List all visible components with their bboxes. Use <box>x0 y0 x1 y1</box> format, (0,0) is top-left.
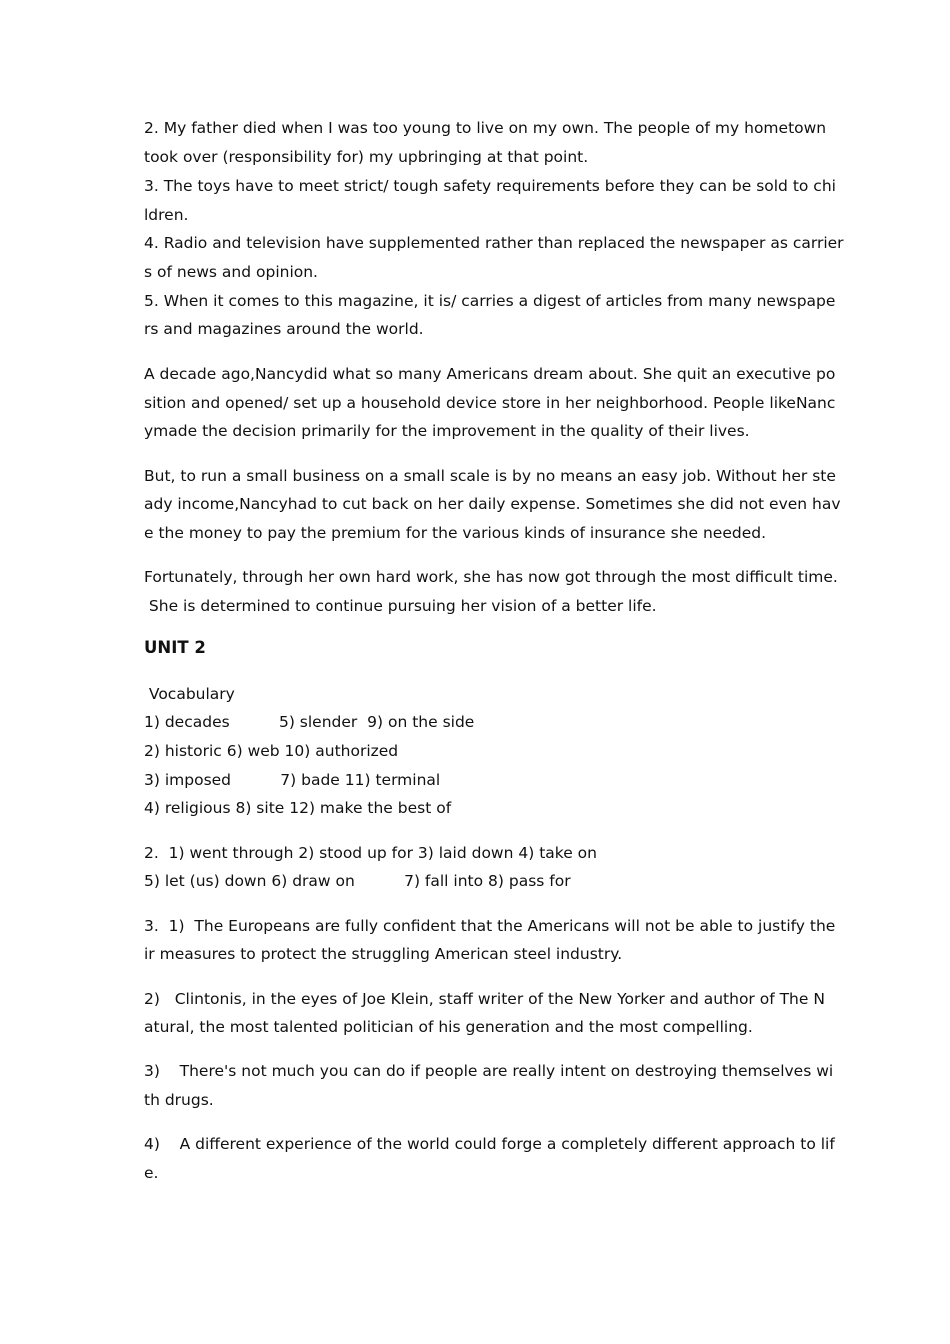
text-line: 4. Radio and television have supplemented rather than replaced the newspaper as carrier <box>144 234 844 252</box>
text-line: She is determined to continue pursuing her vision of a better life. <box>144 597 657 615</box>
text-line: 2) historic 6) web 10) authorized <box>144 742 399 760</box>
text-line: 5. When it comes to this magazine, it is/ carries a digest of articles from many newspape <box>144 292 836 310</box>
text-line: 4) religious 8) site 12) make the best of <box>144 799 452 817</box>
unit-heading: UNIT 2 <box>144 638 206 657</box>
text-line: 3. The toys have to meet strict/ tough safety requirements before they can be sold to chi <box>144 177 836 195</box>
text-line: 2. My father died when I was too young to live on my own. The people of my hometown <box>144 119 827 137</box>
text-line: e the money to pay the premium for the various kinds of insurance she needed. <box>144 524 767 542</box>
text-line: th drugs. <box>144 1091 214 1109</box>
text-line: atural, the most talented politician of his generation and the most compelling. <box>144 1018 753 1036</box>
text-line: ldren. <box>144 206 189 224</box>
text-line: A decade ago,Nancydid what so many Americans dream about. She quit an executive po <box>144 365 836 383</box>
text-line: 2) Clintonis, in the eyes of Joe Klein, staff writer of the New Yorker and author of The N <box>144 990 825 1008</box>
text-line: 3) There's not much you can do if people are really intent on destroying themselves wi <box>144 1062 834 1080</box>
text-line: Fortunately, through her own hard work, she has now got through the most difficult time. <box>144 568 838 586</box>
text-line: 1) decades 5) slender 9) on the side <box>144 713 475 731</box>
text-line: 3. 1) The Europeans are fully confident that the Americans will not be able to justify the <box>144 917 836 935</box>
text-line: rs and magazines around the world. <box>144 320 424 338</box>
text-line: ymade the decision primarily for the improvement in the quality of their lives. <box>144 422 750 440</box>
text-line: But, to run a small business on a small scale is by no means an easy job. Without her ste <box>144 467 836 485</box>
text-line: took over (responsibility for) my upbringing at that point. <box>144 148 589 166</box>
text-line: e. <box>144 1164 159 1182</box>
text-line: 4) A different experience of the world could forge a completely different approach to lif <box>144 1135 835 1153</box>
text-line: sition and opened/ set up a household device store in her neighborhood. People likeNanc <box>144 394 836 412</box>
text-line: 2. 1) went through 2) stood up for 3) laid down 4) take on <box>144 844 597 862</box>
text-line: Vocabulary <box>144 685 235 703</box>
text-line: 3) imposed 7) bade 11) terminal <box>144 771 441 789</box>
text-line: s of news and opinion. <box>144 263 318 281</box>
text-line: 5) let (us) down 6) draw on 7) fall into 8) pass for <box>144 872 571 890</box>
text-line: ir measures to protect the struggling American steel industry. <box>144 945 623 963</box>
text-line: ady income,Nancyhad to cut back on her daily expense. Sometimes she did not even hav <box>144 495 841 513</box>
